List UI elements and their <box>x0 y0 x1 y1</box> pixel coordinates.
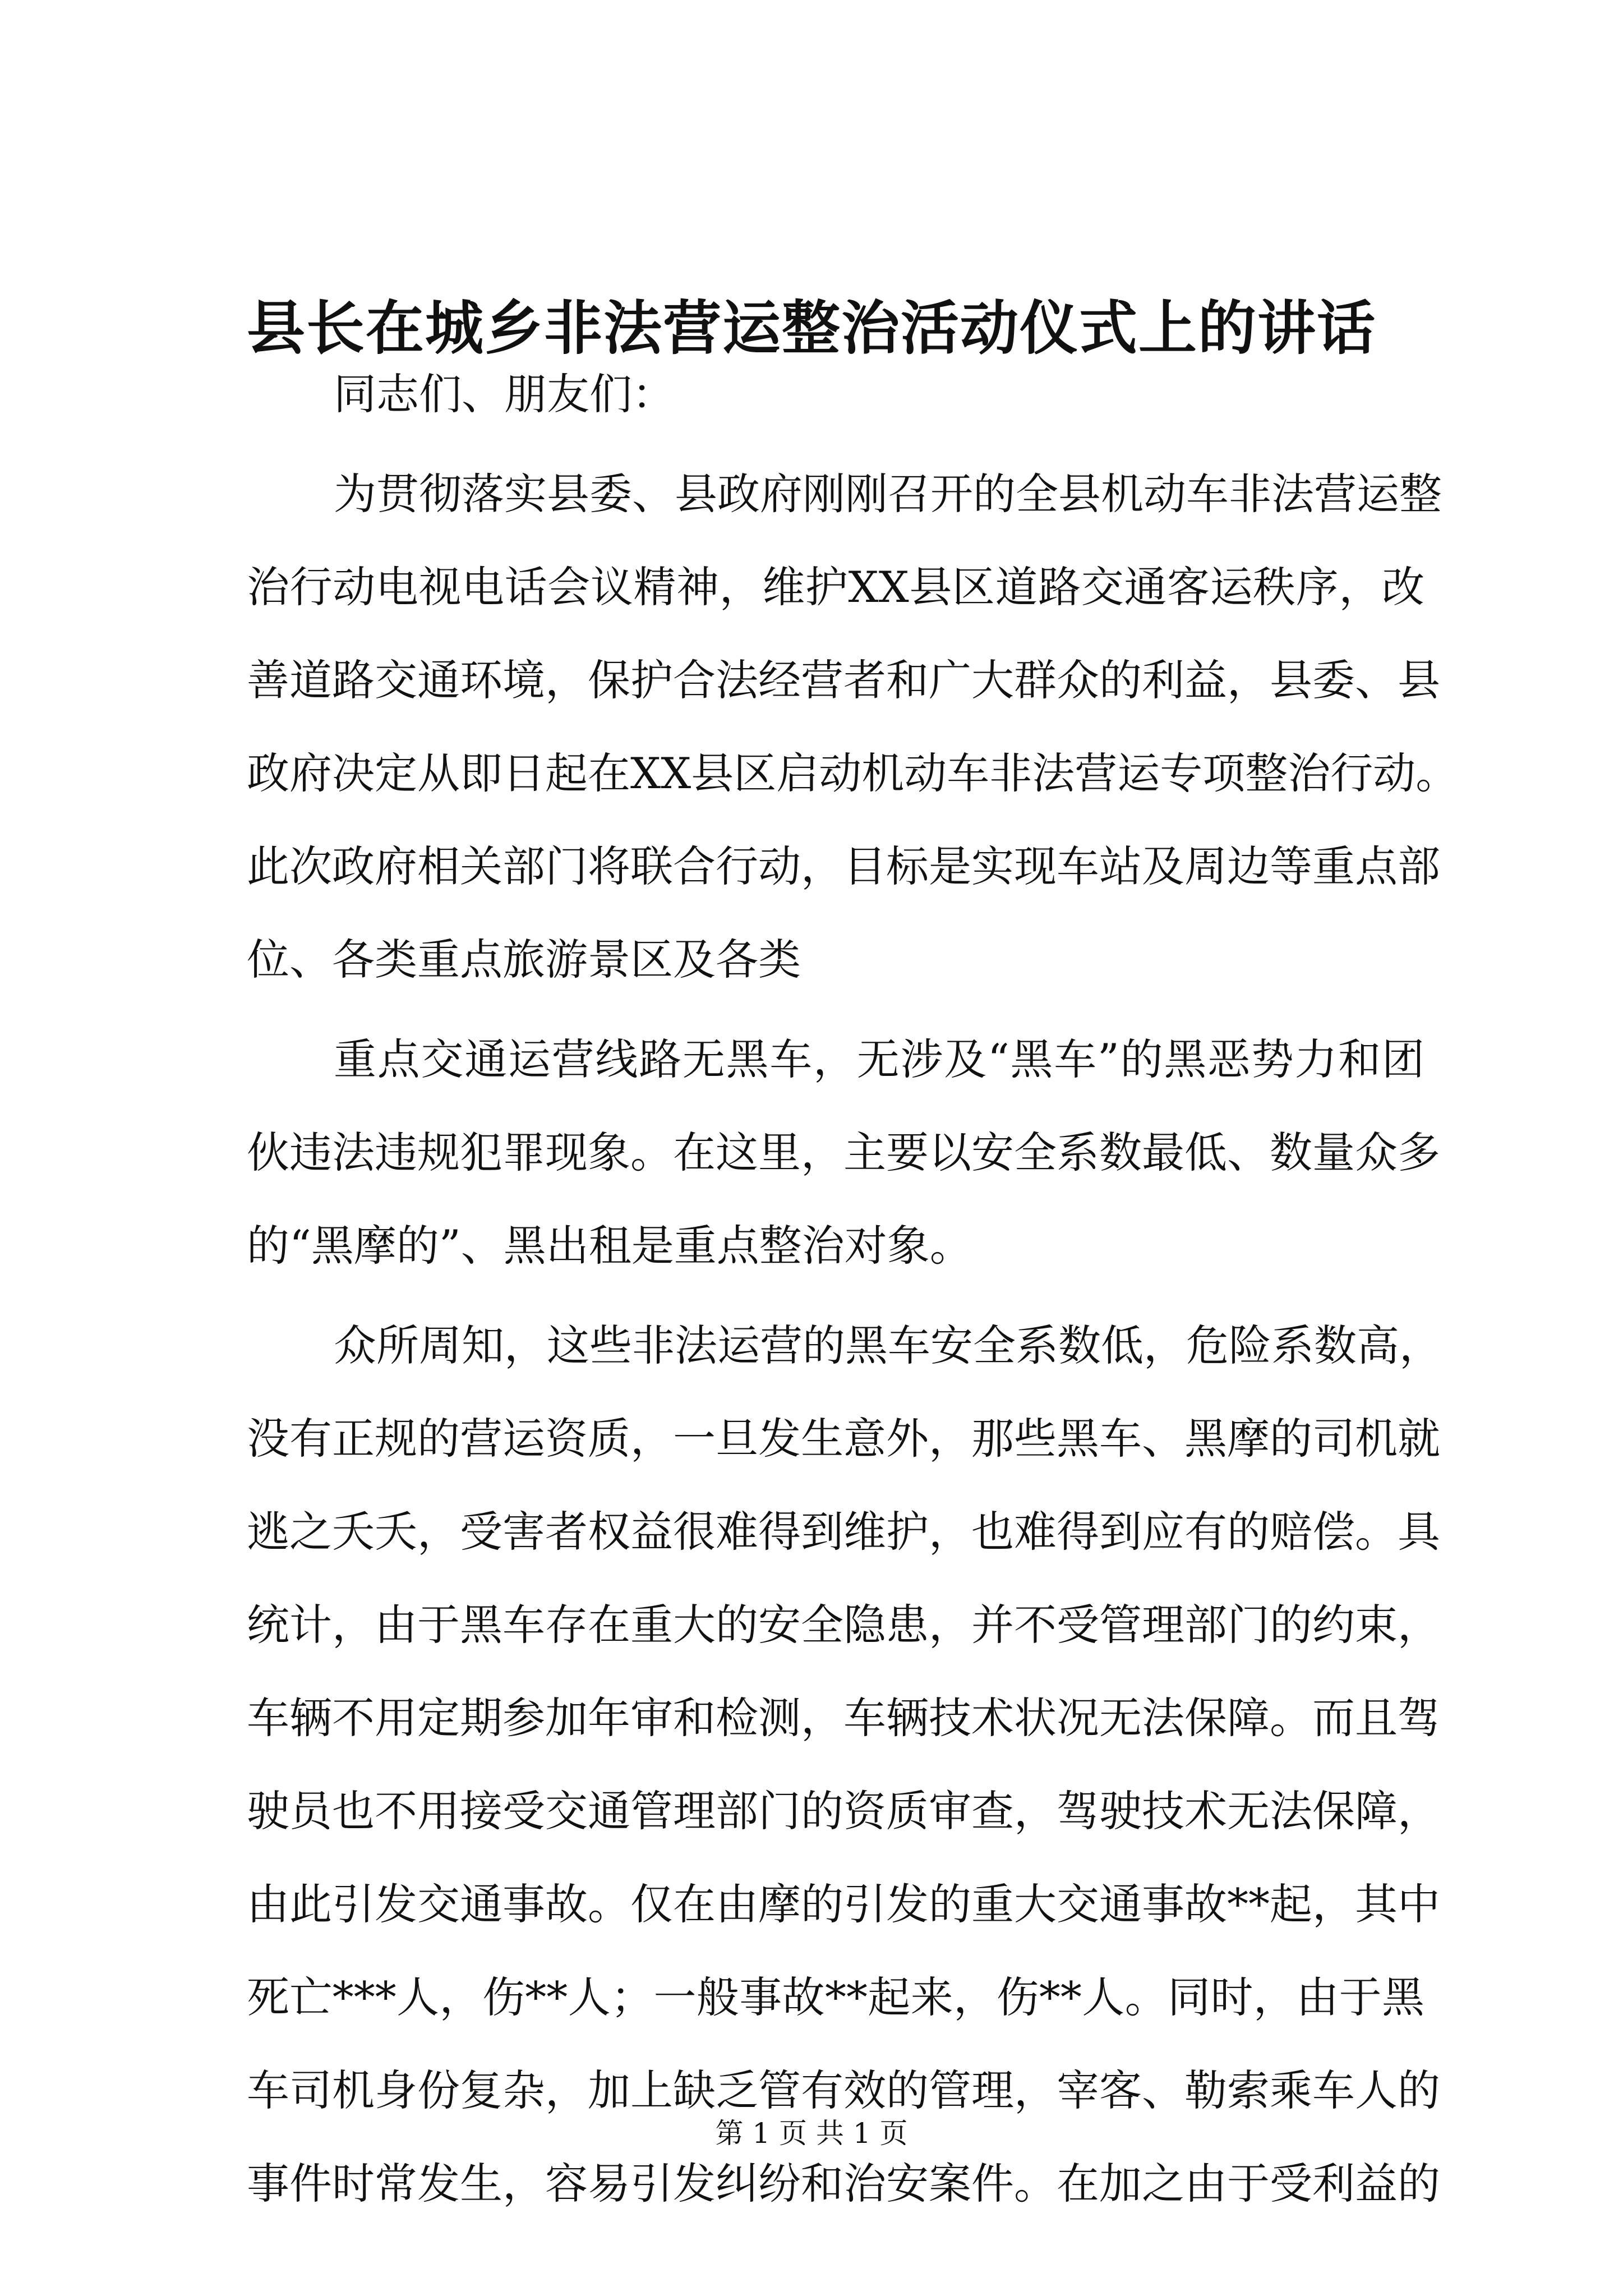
paragraph-2 <box>247 1013 1440 1292</box>
paragraph-line: 逃之夭夭，受害者权益很难得到维护，也难得到应有的赔偿。具 <box>247 1507 1440 1557</box>
paragraph-line: 此次政府相关部门将联合行动，目标是实现车站及周边等重点部 <box>247 841 1440 891</box>
paragraph-line: 由此引发交通事故。仅在由摩的引发的重大交通事故**起，其中 <box>247 1879 1440 1929</box>
paragraph-line: 为贯彻落实县委、县政府刚刚召开的全县机动车非法营运整 <box>334 469 1442 519</box>
paragraph-line: 驶员也不用接受交通管理部门的资质审查，驾驶技术无法保障， <box>247 1786 1440 1836</box>
page-footer: 第 1 页 共 1 页 <box>715 2117 908 2150</box>
paragraph-line: 治行动电视电话会议精神，维护XX县区道路交通客运秩序，改 <box>247 562 1424 612</box>
paragraph-1 <box>247 448 1459 1006</box>
paragraph-3 <box>247 1299 1442 2230</box>
paragraph-line: 善道路交通环境，保护合法经营者和广大群众的利益，县委、县 <box>247 655 1440 705</box>
paragraph-line: 位、各类重点旅游景区及各类 <box>247 935 801 984</box>
paragraph-line: 统计，由于黑车存在重大的安全隐患，并不受管理部门的约束， <box>247 1600 1440 1650</box>
paragraph-line: 伙违法违规犯罪现象。在这里，主要以安全系数最低、数量众多 <box>247 1128 1440 1177</box>
paragraph-line: 没有正规的营运资质，一旦发生意外，那些黑车、黑摩的司机就 <box>247 1414 1440 1464</box>
greeting-line: 同志们、朋友们： <box>334 369 675 419</box>
paragraph-line: 事件时常发生，容易引发纠纷和治安案件。在加之由于受利益的 <box>247 2159 1440 2208</box>
paragraph-line: 的“黑摩的”、黑出租是重点整治对象。 <box>247 1221 972 1271</box>
document-body <box>247 348 1459 2230</box>
paragraph-line: 政府决定从即日起在XX县区启动机动车非法营运专项整治行动。 <box>247 748 1459 798</box>
paragraph-line: 死亡***人，伤**人；一般事故**起来，伤**人。同时，由于黑 <box>247 1972 1424 2022</box>
paragraph-line: 重点交通运营线路无黑车，无涉及“黑车”的黑恶势力和团 <box>334 1034 1424 1084</box>
document-title: 县长在城乡非法营运整治活动仪式上的讲话 <box>246 293 1376 362</box>
paragraph-line: 车辆不用定期参加年审和检测，车辆技术状况无法保障。而且驾 <box>247 1693 1440 1743</box>
paragraph-line: 车司机身份复杂，加上缺乏管有效的管理，宰客、勒索乘车人的 <box>247 2065 1440 2115</box>
paragraph-line: 众所周知，这些非法运营的黑车安全系数低，危险系数高， <box>334 1320 1442 1370</box>
